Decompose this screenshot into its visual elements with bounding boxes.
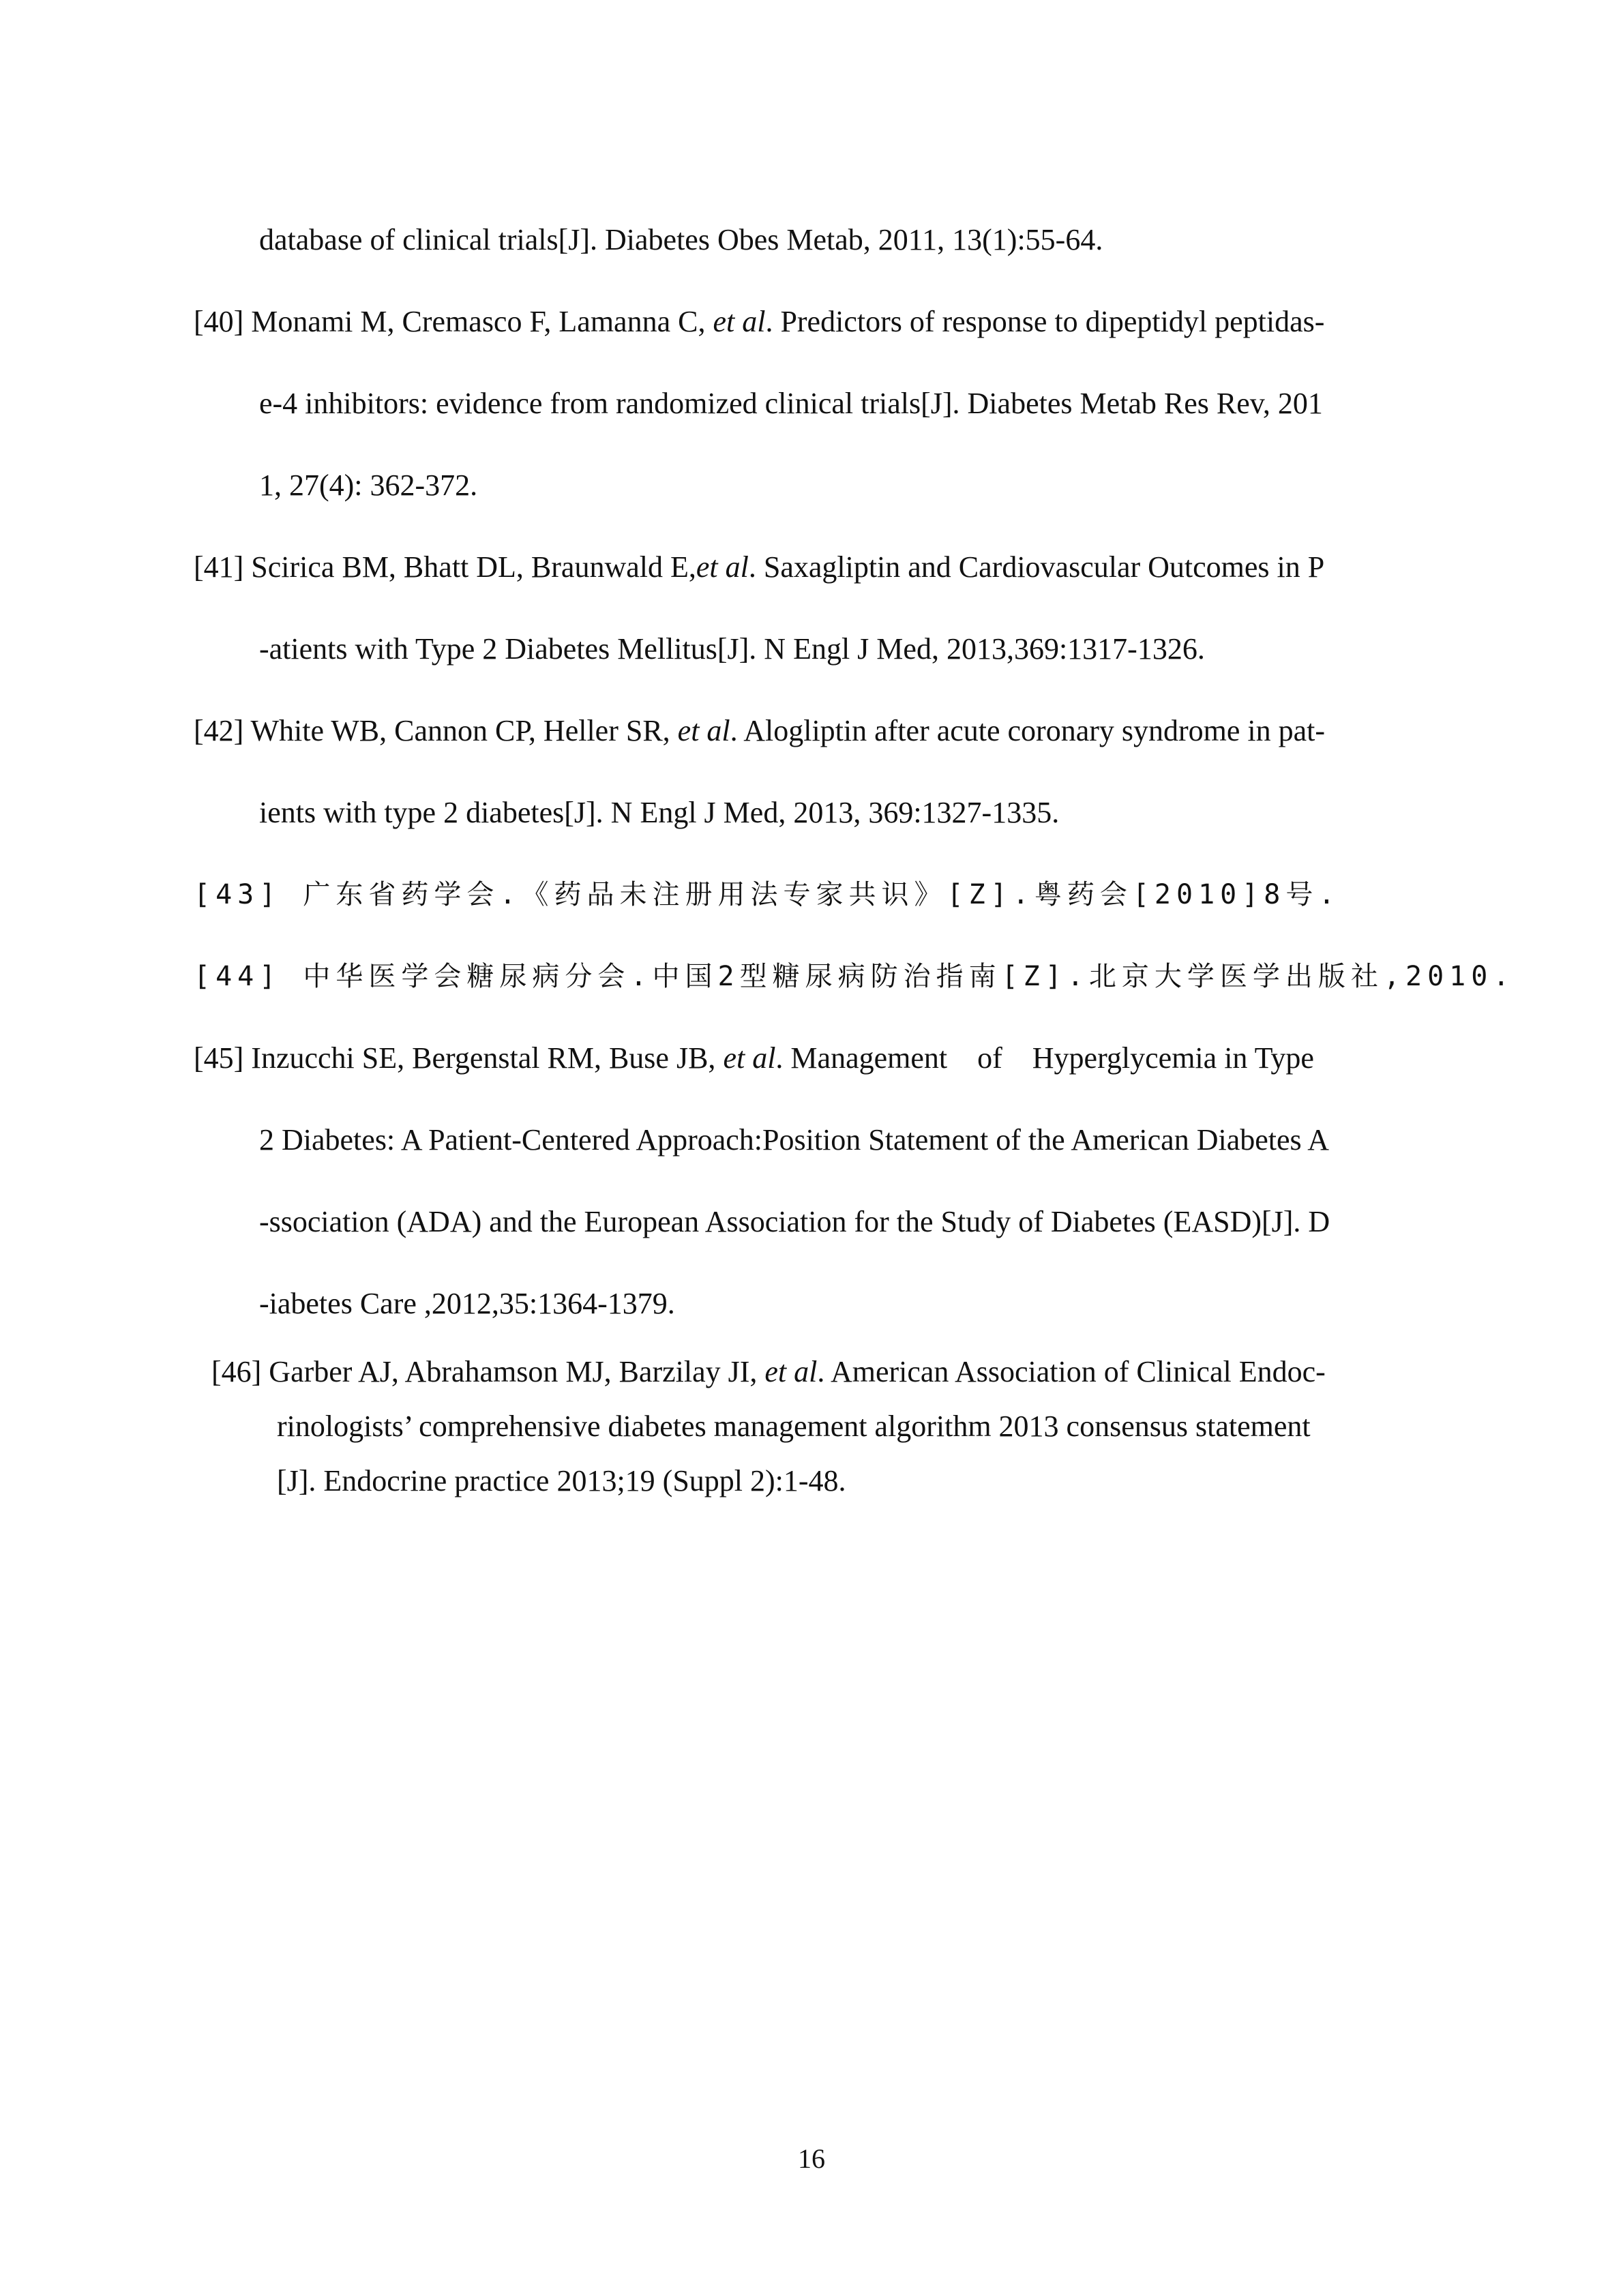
reference-line: database of clinical trials[J]. Diabetes Obes Metab, 2011, 13(1):55-64. <box>259 223 1103 256</box>
reference-line: e-4 inhibitors: evidence from randomized clinical trials[J]. Diabetes Metab Res Rev, 201 <box>259 387 1323 420</box>
reference-line: 1, 27(4): 362-372. <box>259 468 478 502</box>
reference-line: [43] 广东省药学会.《药品未注册用法专家共识》[Z].粤药会[2010]8号. <box>194 879 1341 910</box>
reference-line: [J]. Endocrine practice 2013;19 (Suppl 2):1-48. <box>277 1464 846 1497</box>
reference-line: [46] Garber AJ, Abrahamson MJ, Barzilay JI, et al. American Association of Clinical Endoc- <box>211 1355 1326 1388</box>
reference-line: [45] Inzucchi SE, Bergenstal RM, Buse JB, et al. Management of Hyperglycemia in Type <box>194 1041 1314 1075</box>
reference-line: [42] White WB, Cannon CP, Heller SR, et al. Alogliptin after acute coronary syndrome in pat- <box>194 714 1326 747</box>
reference-line: ients with type 2 diabetes[J]. N Engl J Med, 2013, 369:1327-1335. <box>259 796 1060 829</box>
reference-line: -ssociation (ADA) and the European Association for the Study of Diabetes (EASD)[J]. D <box>259 1205 1330 1238</box>
reference-line: [44] 中华医学会糖尿病分会.中国2型糖尿病防治指南[Z].北京大学医学出版社,2010. <box>194 961 1515 992</box>
reference-line: rinologists’ comprehensive diabetes management algorithm 2013 consensus statement <box>277 1410 1311 1443</box>
page-number: 16 <box>798 2143 825 2174</box>
reference-line: -atients with Type 2 Diabetes Mellitus[J]. N Engl J Med, 2013,369:1317-1326. <box>259 632 1205 666</box>
reference-line: [40] Monami M, Cremasco F, Lamanna C, et al. Predictors of response to dipeptidyl peptidas- <box>194 305 1325 338</box>
reference-line: -iabetes Care ,2012,35:1364-1379. <box>259 1287 675 1320</box>
reference-line: 2 Diabetes: A Patient-Centered Approach:Position Statement of the American Diabetes A <box>259 1123 1329 1157</box>
reference-line: [41] Scirica BM, Bhatt DL, Braunwald E,et al. Saxagliptin and Cardiovascular Outcomes in P <box>194 550 1325 584</box>
